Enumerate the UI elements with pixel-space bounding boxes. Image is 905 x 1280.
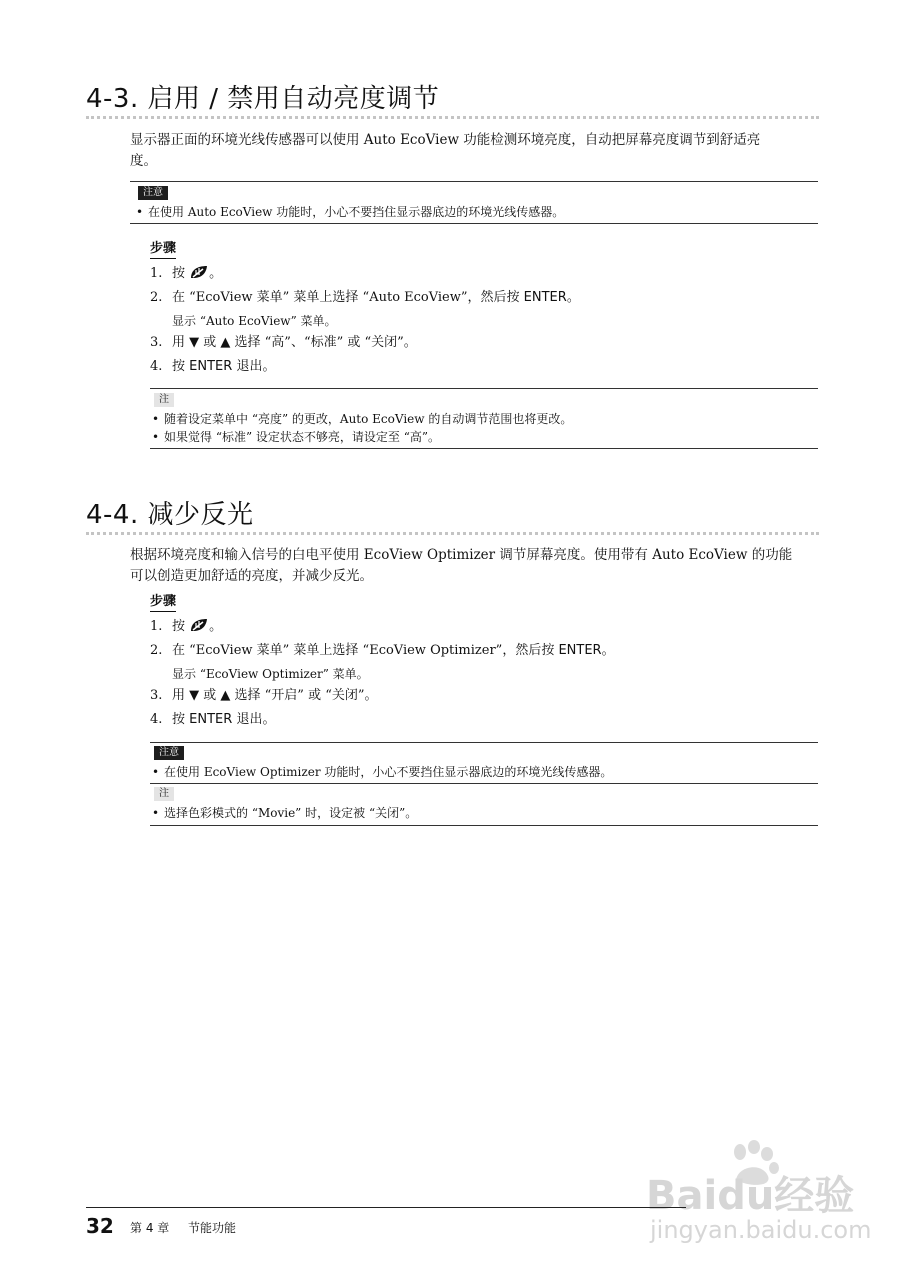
caution-item (152, 764, 612, 780)
caution-text: 在使用 Auto EcoView 功能时，小心不要挡住显示器底边的环境光线传感器。 (148, 205, 565, 219)
note-bottom-rule (150, 825, 818, 826)
step-number: 2. (150, 643, 163, 658)
step-number: 3. (150, 335, 163, 350)
step-number: 3. (150, 688, 163, 703)
step-2-result: 显示 “EcoView Optimizer” 菜单。 (172, 667, 369, 681)
note-item (152, 805, 417, 821)
step-2 (150, 642, 615, 660)
footer-rule (86, 1207, 686, 1208)
watermark-url: jingyan.baidu.com (650, 1216, 872, 1244)
caution-text: 在使用 EcoView Optimizer 功能时，小心不要挡住显示器底边的环境光线传感器。 (164, 765, 613, 779)
section-intro (130, 545, 820, 587)
step-1 (150, 617, 222, 639)
bullet: • (136, 205, 144, 219)
step-text: 按 (172, 359, 186, 374)
step-text: 退出。 (236, 712, 276, 727)
step-number: 4. (150, 359, 163, 374)
enter-key-label: ENTER (523, 290, 567, 305)
step-4 (150, 711, 275, 729)
step-1 (150, 264, 222, 286)
step-text: 。 (209, 619, 223, 634)
step-number: 2. (150, 290, 163, 305)
step-4 (150, 358, 275, 376)
caution-item (136, 204, 564, 220)
heading-dotted-divider (86, 116, 819, 119)
footer-chapter: 第 4 章 (130, 1221, 170, 1235)
caution-bottom-rule (130, 223, 818, 224)
intro-line: 可以创造更加舒适的亮度，并减少反光。 (130, 568, 373, 584)
step-text: 在 “EcoView 菜单” 菜单上选择 “EcoView Optimizer”，然后按 (172, 643, 555, 658)
watermark-brand: Baidu经验 (646, 1173, 855, 1219)
note-label: 注 (154, 393, 174, 407)
caution-top-rule (130, 181, 818, 182)
note-text: 随着设定菜单中 “亮度” 的更改，Auto EcoView 的自动调节范围也将更改。 (164, 412, 573, 426)
step-number: 1. (150, 619, 163, 634)
step-text: 。 (209, 266, 223, 281)
enter-key-label: ENTER (189, 712, 233, 727)
step-3 (150, 334, 417, 352)
section-heading-4-4: 4-4. 减少反光 (86, 500, 254, 530)
steps-title: 步骤 (150, 241, 176, 259)
intro-line: 度。 (130, 153, 157, 169)
bullet: • (152, 412, 160, 426)
section-heading-4-3: 4-3. 启用 / 禁用自动亮度调节 (86, 84, 440, 114)
steps-title: 步骤 (150, 594, 176, 612)
section-intro (130, 130, 806, 172)
note-text: 如果觉得 “标准” 设定状态不够亮，请设定至 “高”。 (164, 430, 440, 444)
caution-label: 注意 (154, 746, 184, 760)
step-text: 用 ▼ 或 ▲ 选择 “高”、“标准” 或 “关闭”。 (172, 335, 417, 350)
caution-label: 注意 (138, 186, 168, 200)
note-text: 选择色彩模式的 “Movie” 时，设定被 “关闭”。 (164, 806, 418, 820)
caution-top-rule (150, 742, 818, 743)
footer-chapter-title: 节能功能 (188, 1221, 237, 1235)
step-2 (150, 289, 580, 307)
eco-leaf-icon (189, 264, 209, 286)
eco-leaf-icon (189, 617, 209, 639)
bullet: • (152, 765, 160, 779)
step-text: 按 (172, 266, 186, 281)
step-text: 用 ▼ 或 ▲ 选择 “开启” 或 “关闭”。 (172, 688, 378, 703)
note-top-rule (150, 388, 818, 389)
page-number: 32 (86, 1214, 114, 1238)
step-text: 。 (601, 643, 615, 658)
step-text: 在 “EcoView 菜单” 菜单上选择 “Auto EcoView”，然后按 (172, 290, 520, 305)
step-text: 按 (172, 619, 186, 634)
step-text: 退出。 (236, 359, 276, 374)
step-number: 4. (150, 712, 163, 727)
note-item (152, 429, 440, 445)
caution-bottom-rule (150, 783, 818, 784)
intro-line: 根据环境亮度和输入信号的白电平使用 EcoView Optimizer 调节屏幕亮度。使用带有 Auto EcoView 的功能 (130, 547, 793, 563)
bullet: • (152, 430, 160, 444)
enter-key-label: ENTER (558, 643, 602, 658)
step-text: 。 (566, 290, 580, 305)
note-bottom-rule (150, 448, 818, 449)
note-label: 注 (154, 787, 174, 801)
intro-line: 显示器正面的环境光线传感器可以使用 Auto EcoView 功能检测环境亮度，自动把屏幕亮度调节到舒适亮 (130, 132, 761, 148)
note-item (152, 411, 572, 427)
enter-key-label: ENTER (189, 359, 233, 374)
bullet: • (152, 806, 160, 820)
heading-dotted-divider (86, 532, 819, 535)
step-2-result: 显示 “Auto EcoView” 菜单。 (172, 314, 337, 328)
step-text: 按 (172, 712, 186, 727)
step-3 (150, 687, 378, 705)
step-number: 1. (150, 266, 163, 281)
